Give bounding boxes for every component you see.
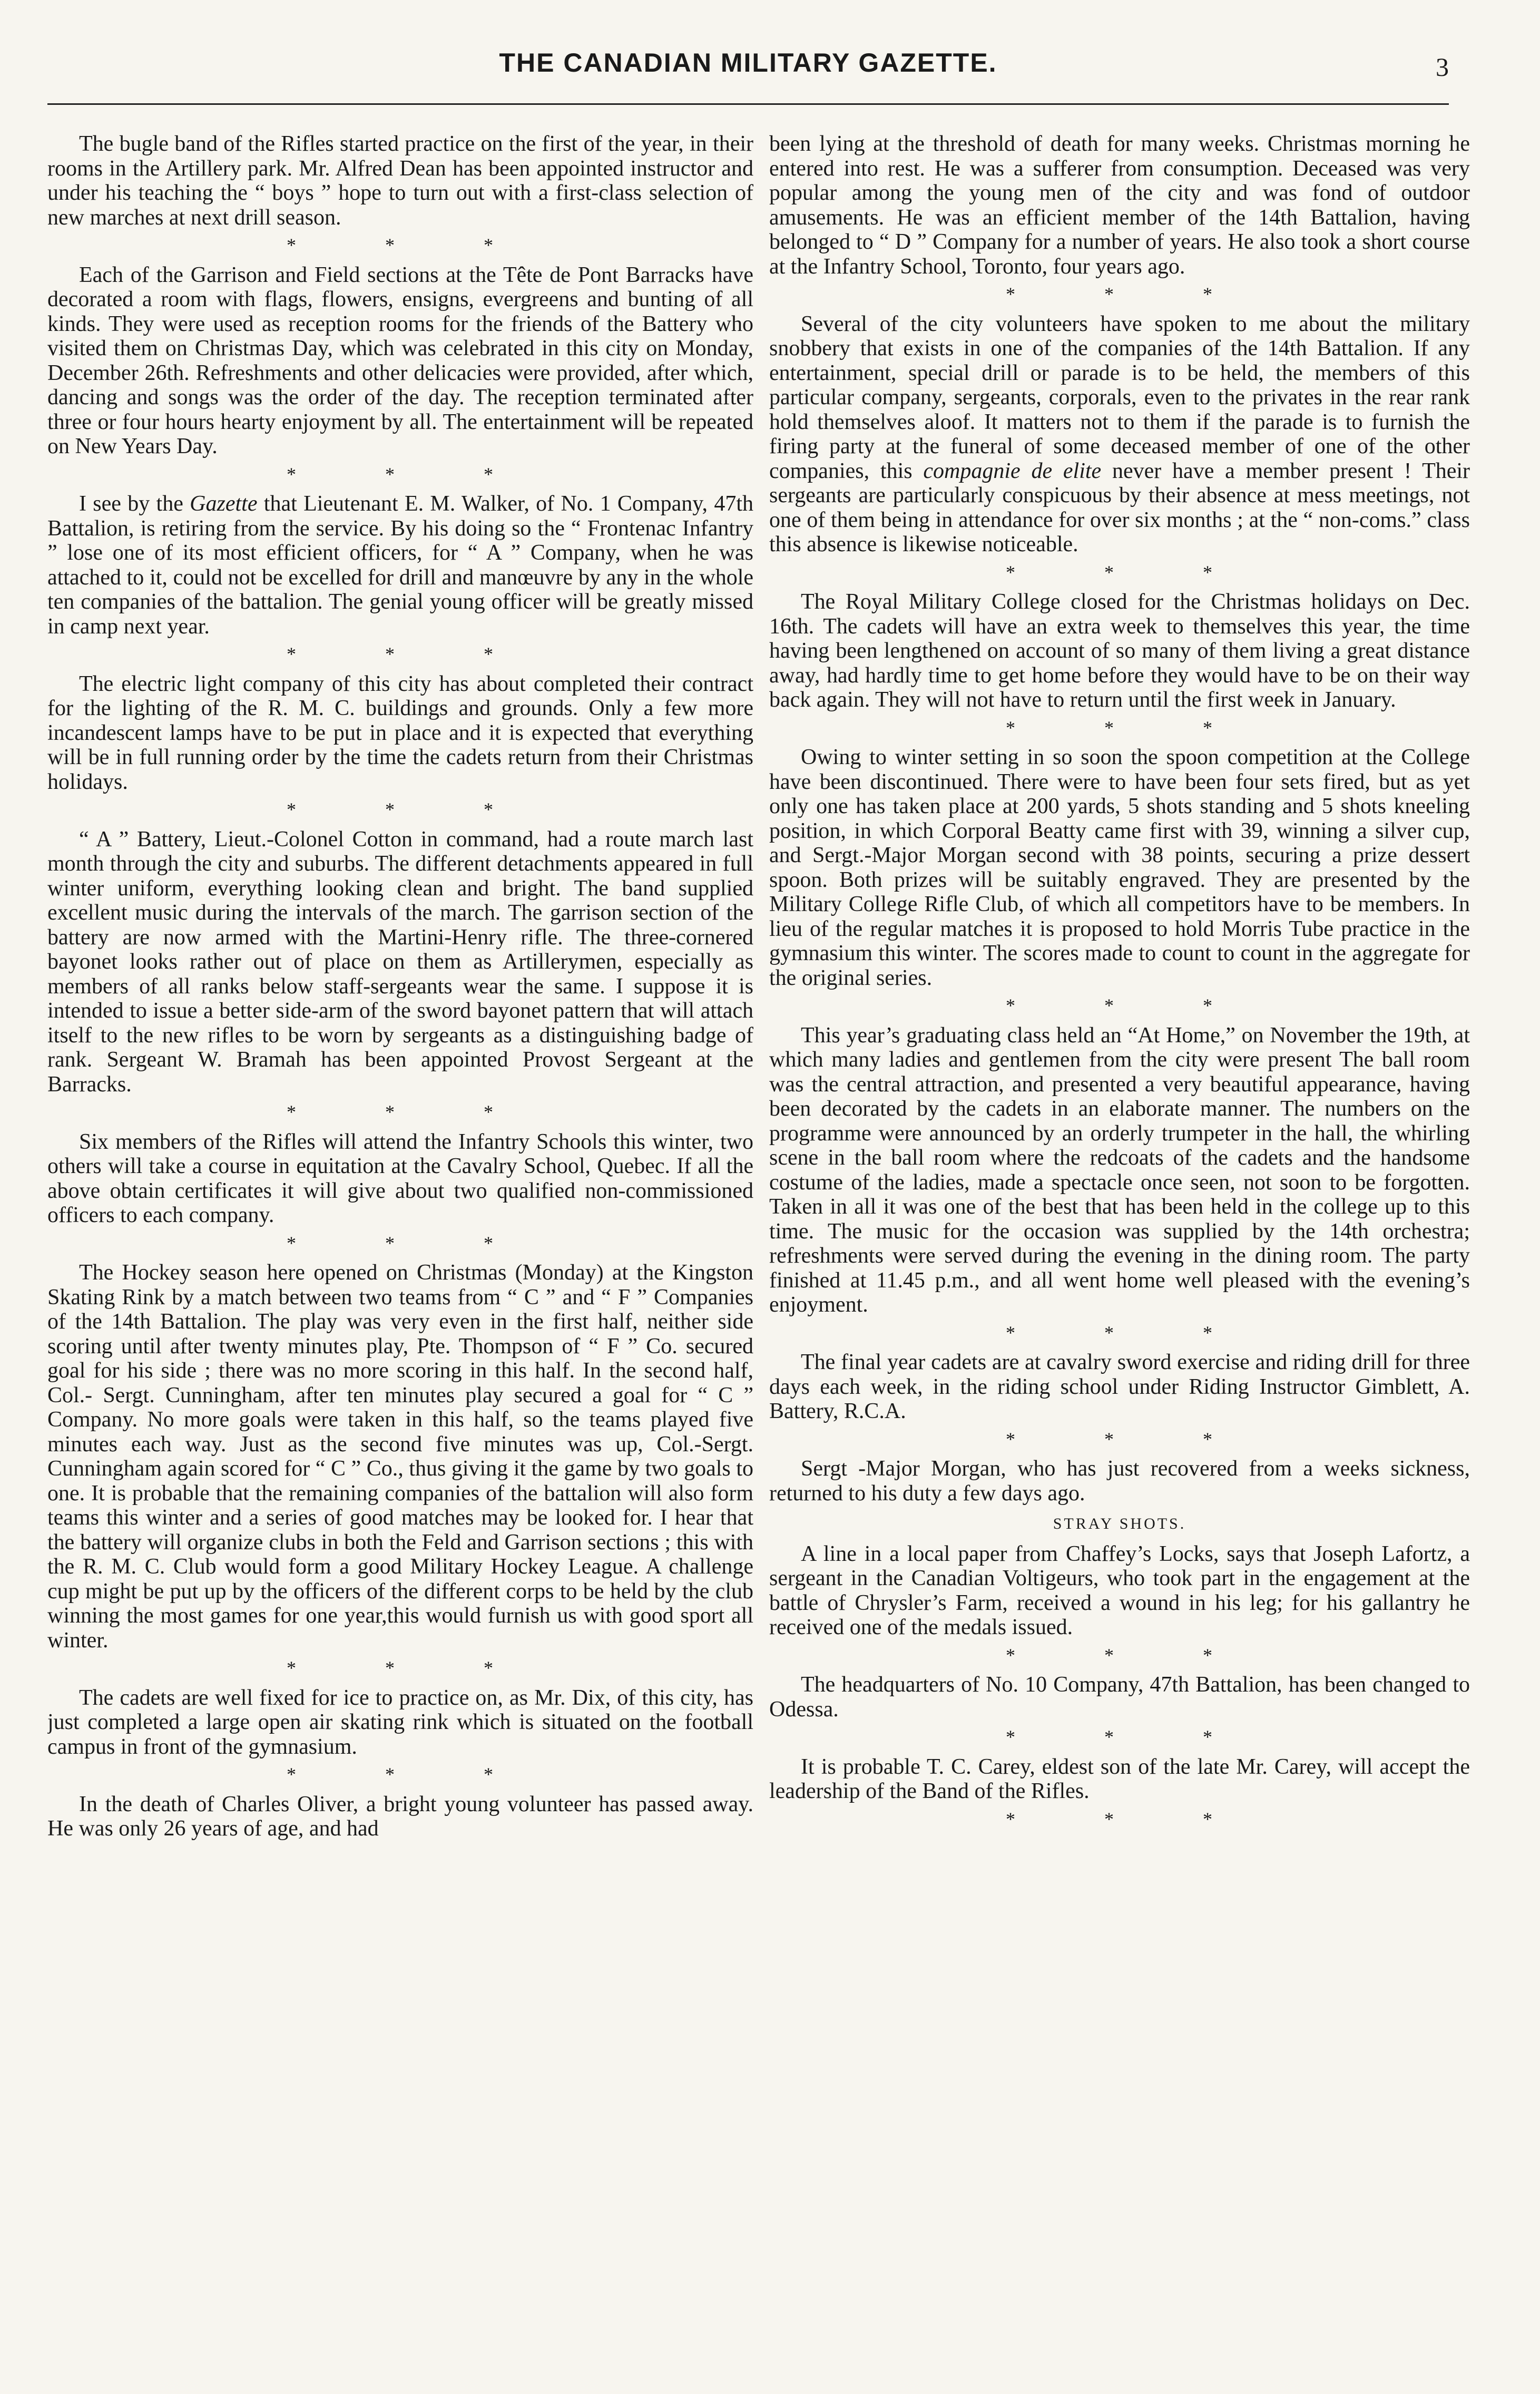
separator-stars: * * *	[287, 643, 535, 665]
article-walker-retiring	[47, 492, 753, 639]
article-text: that Lieutenant E. M. Walker, of No. 1 Company, 47th Battalion, is retiring from the service. By his doing so the “ Frontenac Infantry ” lose one of its most efficient officers, for “ A ” Company, when he was attached to it, could not be excelled for drill and manœuvre by any in the whole ten companies of the battalion. The genial young officer will be greatly missed in camp next year.	[47, 492, 753, 639]
right-column	[769, 132, 1470, 2361]
separator-stars: * * *	[1006, 717, 1254, 738]
italic-compagnie: compagnie de elite	[923, 458, 1102, 483]
article-morgan-recovered: Sergt -Major Morgan, who has just recovered from a weeks sickness, returned to his duty a few days ago.	[769, 1457, 1470, 1506]
article-spoon-competition: Owing to winter setting in so soon the spoon competition at the College have been discontinued. There were to have been four sets fired, but as yet only one has taken place at 200 yards, 5 shots standing and 5 shots kneeling position, in which Corporal Beatty came first with 39, winning a silver cup, and Sergt.-Major Morgan second with 38 points, securing a prize dessert spoon. Both prizes will be suitably engraved. They are presented by the Military College Rifle Club, of which all competitors have to be members. In lieu of the regular matches it is proposed to hold Morris Tube practice in the gymnasium this winter. The scores made to count to count in the aggregate for the original series.	[769, 745, 1470, 990]
article-text: Several of the city volunteers have spoken to me about the military snobbery that exists in one of the companies of the 14th Battalion. If any entertainment, special drill or parade is to be held, the members of this particular company, sergeants, corporals, even to the privates in the rear rank hold themselves aloof. It matters not to them if the parade is to furnish the firing party at the funeral of some deceased member of one of the other companies, this	[769, 311, 1470, 483]
separator-stars: * * *	[287, 799, 535, 820]
publication-title: THE CANADIAN MILITARY GAZETTE.	[499, 48, 997, 77]
separator-stars: * * *	[287, 1232, 535, 1254]
article-at-home: This year’s graduating class held an “At Home,” on November the 19th, at which many ladies and gentlemen from the city were present The ball room was the central attraction, and presented a very beautiful appearance, having been decorated by the cadets in an elaborate manner. The numbers on the programme were announced by an orderly trumpeter in the hall, the whirling scene in the ball room where the redcoats of the cadets and the handsome costume of the ladies, made a spectacle once seen, not soon to be forgotten. Taken in all it was one of the best that has been held in the college up to this time. The music for the occasion was supplied by the 14th orchestra; refreshments were served during the evening in the dining room. The party finished at 11.45 p.m., and all went home well pleased with the evening’s enjoyment.	[769, 1023, 1470, 1317]
article-military-snobbery	[769, 312, 1470, 557]
article-odessa: The headquarters of No. 10 Company, 47th Battalion, has been changed to Odessa.	[769, 1673, 1470, 1722]
article-electric-light: The electric light company of this city has about completed their contract for the lighting of the R. M. C. buildings and grounds. Only a few more incandescent lamps have to be put in place and it is expected that everything will be in full running order by the time the cadets return from their Christmas holidays.	[47, 671, 753, 794]
article-rifles-schools: Six members of the Rifles will attend the Infantry Schools this winter, two others will take a course in equitation at the Cavalry School, Quebec. If all the above obtain certificates it will give about two qualified non-commissioned officers to each company.	[47, 1129, 753, 1227]
separator-stars: * * *	[1006, 284, 1254, 305]
article-text: never have a member present ! Their sergeants are particularly conspicuous by their absence at mess meetings, not one of them being in attendance for over six months ; at the “ non-coms.” class this absence is likewise noticeable.	[769, 458, 1470, 556]
separator-stars: * * *	[287, 1101, 535, 1122]
separator-stars: * * *	[287, 234, 535, 256]
article-cavalry-sword: The final year cadets are at cavalry sword exercise and riding drill for three days each week, in the riding school under Riding Instructor Gimblett, A. Battery, R.C.A.	[769, 1350, 1470, 1423]
article-a-battery: “ A ” Battery, Lieut.-Colonel Cotton in command, had a route march last month through the city and suburbs. The different detachments appeared in full winter uniform, everything looking clean and bright. The band supplied excellent music during the intervals of the march. The garrison section of the battery are now armed with the Martini-Henry rifle. The three-cornered bayonet looks rather out of place on them as Artillerymen, especially as members of all ranks below staff-sergeants wear the same. I suppose it is intended to issue a better side-arm of the sword bayonet pattern that will attach itself to the new rifles to be worn by sergeants as a distinguishing badge of rank. Sergeant W. Bramah has been appointed Provost Sergeant at the Barracks.	[47, 827, 753, 1097]
article-charles-oliver: In the death of Charles Oliver, a bright young volunteer has passed away. He was only 26 years of age, and had	[47, 1792, 753, 1841]
separator-stars: * * *	[1006, 1322, 1254, 1343]
article-rmc-closed: The Royal Military College closed for the Christmas holidays on Dec. 16th. The cadets will have an extra week to themselves this year, the time having been lengthened on account of so many of them living a great distance away, had hardly time to get home before they would have to be on their way back again. They will not have to return until the first week in January.	[769, 590, 1470, 712]
article-chaffeys-locks: A line in a local paper from Chaffey’s Locks, says that Joseph Lafortz, a sergeant in the Canadian Voltigeurs, who took part in the engagement at the battle of Chrysler’s Farm, received a wound in his leg; for his gallantry he received one of the medals issued.	[769, 1541, 1470, 1639]
header-rule	[47, 103, 1449, 105]
article-bugle-band: The bugle band of the Rifles started practice on the first of the year, in their rooms in the Artillery park. Mr. Alfred Dean has been appointed instructor and under his teaching the “ boys ” hope to turn out with a first-class selection of new marches at next drill season.	[47, 132, 753, 230]
section-heading-stray-shots: STRAY SHOTS.	[1053, 1515, 1186, 1532]
masthead	[47, 37, 1449, 95]
article-garrison-decorations: Each of the Garrison and Field sections at the Tête de Pont Barracks have decorated a room with flags, flowers, ensigns, evergreens and bunting of all kinds. They were used as reception rooms for the friends of the Battery who visited them on Christmas Day, which was celebrated in this city on Monday, December 26th. Refreshments and other delicacies were provided, after which, dancing and songs was the order of the day. The reception terminated after three or four hours hearty enjoyment by all. The entertainment will be repeated on New Years Day.	[47, 262, 753, 458]
article-carey-band: It is probable T. C. Carey, eldest son of the late Mr. Carey, will accept the leadership of the Band of the Rifles.	[769, 1754, 1470, 1803]
separator-stars: * * *	[1006, 561, 1254, 583]
article-charles-oliver-continued: been lying at the threshold of death for many weeks. Christmas morning he entered into rest. He was a sufferer from consumption. Deceased was very popular among the young men of the city and was fond of outdoor amusements. He was an efficient member of the 14th Battalion, having belonged to “ D ” Company for a number of years. He also took a short course at the Infantry School, Toronto, four years ago.	[769, 132, 1470, 279]
italic-gazette: Gazette	[190, 492, 258, 516]
page-number: 3	[1436, 52, 1449, 82]
article-text: I see by the	[79, 492, 190, 516]
separator-stars: * * *	[1006, 1644, 1254, 1666]
left-column	[47, 132, 753, 2361]
separator-stars: * * *	[1006, 1428, 1254, 1450]
article-hockey-season: The Hockey season here opened on Christmas (Monday) at the Kingston Skating Rink by a match between two teams from “ C ” and “ F ” Companies of the 14th Battalion. The play was very even in the first half, neither side scoring until after twenty minutes play, Pte. Thompson of “ F ” Co. secured goal for his side ; there was no more scoring in this half. In the second half, Col.- Sergt. Cunningham, after ten minutes play secured a goal for “ C ” Company. No more goals were taken in this half, so the teams played five minutes each way. Just as the second five minutes was up, Col.-Sergt. Cunningham again scored for “ C ” Co., thus giving it the game by two goals to one. It is probable that the remaining companies of the battalion will also form teams this winter and a series of good matches may be looked for. I hear that the battery will organize clubs in both the Feld and Garrison sections ; this with the R. M. C. Club would form a good Military Hockey League. A challenge cup might be put up by the officers of the different corps to be held by the club winning the most games for one year,this would furnish us with good sport all winter.	[47, 1260, 753, 1653]
separator-stars: * * *	[1006, 995, 1254, 1016]
separator-stars: * * *	[287, 1657, 535, 1678]
article-skating-rink: The cadets are well fixed for ice to practice on, as Mr. Dix, of this city, has just completed a large open air skating rink which is situated on the football campus in front of the gymnasium.	[47, 1685, 753, 1759]
separator-stars: * * *	[287, 463, 535, 485]
separator-stars: * * *	[287, 1764, 535, 1785]
separator-stars: * * *	[1006, 1726, 1254, 1747]
separator-stars: * * *	[1006, 1808, 1254, 1830]
